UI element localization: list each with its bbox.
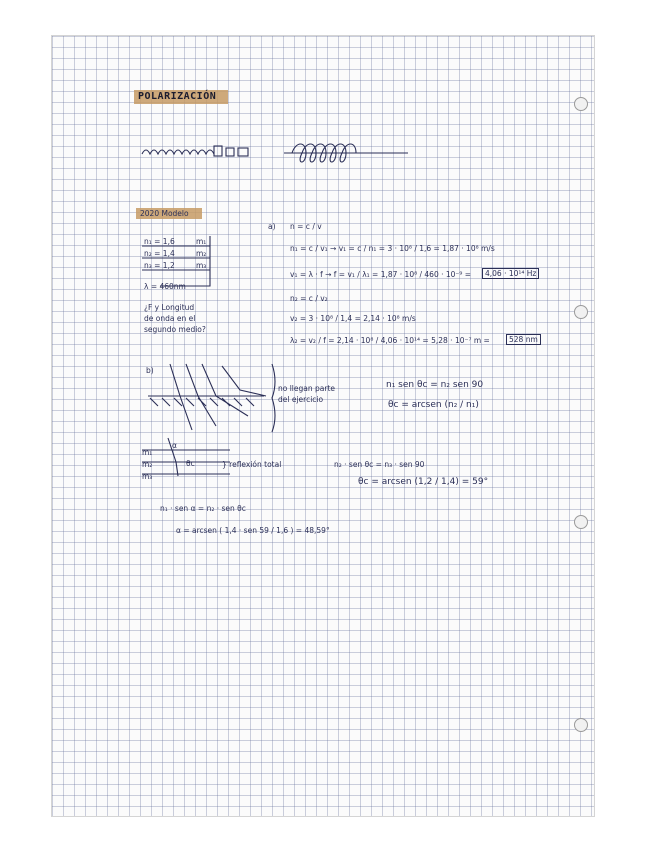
part-b-eq-1: n₁ sen θc = n₂ sen 90 — [386, 380, 484, 390]
part-b-diagram — [140, 360, 290, 440]
part-a-line-2: n₁ = c / v₁ → v₁ = c / n₁ = 3 · 10⁸ / 1,6 = 1,87 · 10⁸ m/s — [290, 244, 495, 253]
punch-hole-icon — [574, 515, 588, 529]
page-title: POLARIZACIÓN — [138, 91, 217, 102]
part-c-alpha: α — [172, 441, 177, 450]
question-line-1: ¿F y Longitud — [144, 303, 195, 312]
question-line-3: segundo medio? — [144, 325, 206, 334]
part-a-line-1: n = c / v — [290, 222, 322, 231]
question-line-2: de onda en el — [144, 314, 196, 323]
part-c-eq-4: α = arcsen ( 1,4 · sen 59 / 1,6 ) = 48,59° — [176, 526, 330, 535]
coil-spring-icon — [282, 138, 412, 168]
punch-hole-icon — [574, 97, 588, 111]
part-b-eq-2: θc = arcsen (n₂ / n₁) — [388, 400, 479, 410]
part-a-line-5: v₂ = 3 · 10⁸ / 1,4 = 2,14 · 10⁸ m/s — [290, 314, 416, 323]
part-c-m3: m₃ — [142, 472, 153, 481]
part-c-eq-1: n₂ · sen θc = n₃ · sen 90 — [334, 460, 425, 469]
given-n3: n₃ = 1,2 — [144, 261, 175, 270]
part-b-note-2: del ejercicio — [278, 395, 324, 404]
given-m1: m₁ — [196, 237, 207, 246]
given-m3: m₃ — [196, 261, 207, 270]
punch-hole-icon — [574, 718, 588, 732]
part-c-eq-3: n₁ · sen α = n₂ · sen θc — [160, 504, 246, 513]
wave-squiggle-icon — [140, 142, 270, 162]
part-c-eq-2: θc = arcsen (1,2 / 1,4) = 59° — [358, 477, 489, 487]
given-m2: m₂ — [196, 249, 207, 258]
part-c-m1: m₁ — [142, 448, 153, 457]
part-c-m2: m₂ — [142, 460, 153, 469]
punch-hole-icon — [574, 305, 588, 319]
part-a-label: a) — [268, 222, 276, 231]
part-b-label: b) — [146, 366, 154, 375]
given-n2: n₂ = 1,4 — [144, 249, 175, 258]
part-a-line-4: n₂ = c / v₂ — [290, 294, 328, 303]
given-n1: n₁ = 1,6 — [144, 237, 175, 246]
wavelength-result: 528 nm — [506, 334, 541, 345]
section-label: 2020 Modelo — [140, 209, 189, 218]
part-c-theta: θc — [186, 459, 195, 468]
part-a-line-3: v₁ = λ · f → f = v₁ / λ₁ = 1,87 · 10⁸ / 460 · 10⁻⁹ = — [290, 270, 472, 279]
part-a-line-6: λ₂ = v₂ / f = 2,14 · 10⁸ / 4,06 · 10¹⁴ = 5,28 · 10⁻⁷ m = — [290, 336, 490, 345]
frequency-result: 4,06 · 10¹⁴ Hz — [482, 268, 539, 279]
given-wavelength: λ = 460nm — [144, 282, 186, 291]
part-c-note: } reflexión total — [222, 460, 282, 469]
part-b-note-1: no llegan parte — [278, 384, 335, 393]
